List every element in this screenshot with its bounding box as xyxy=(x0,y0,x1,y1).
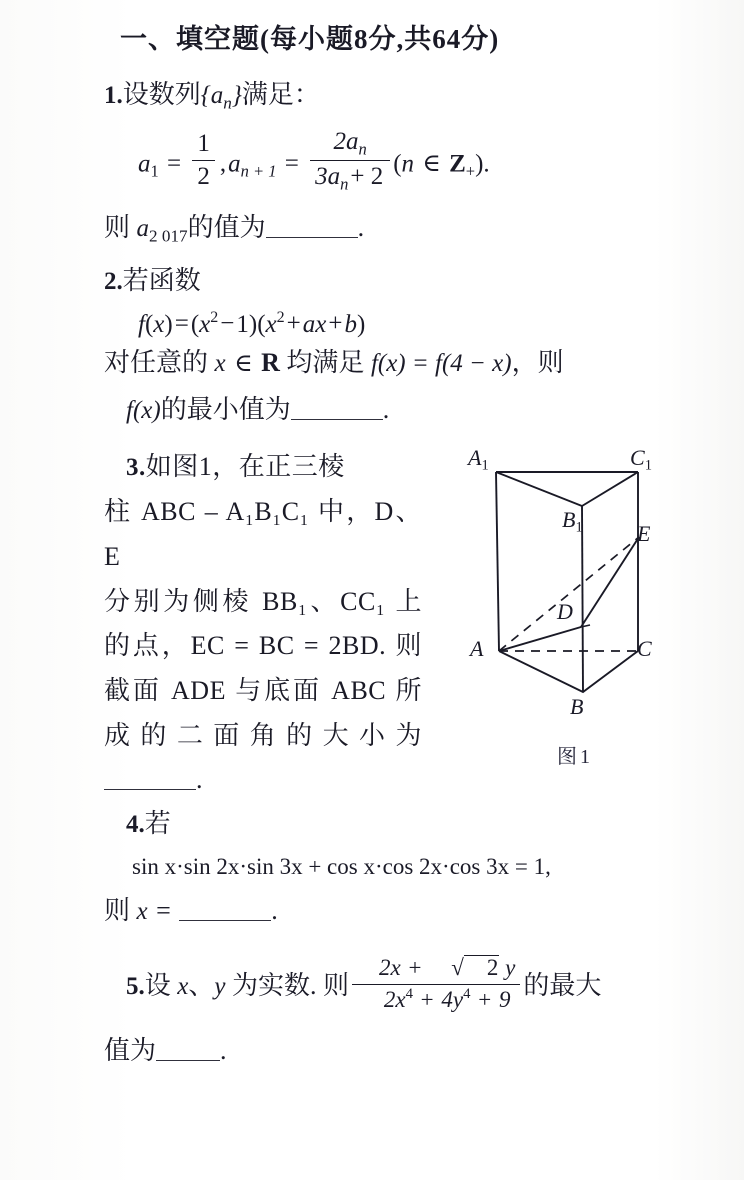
coefficient-a: a xyxy=(302,310,316,338)
problem-4-ask-var: x xyxy=(136,897,148,925)
problem-3-text xyxy=(104,445,422,803)
element-of-icon-2: ∈ xyxy=(234,350,253,378)
element-of-icon: ∈ xyxy=(422,150,441,178)
answer-variable-index: 2 017 xyxy=(149,226,188,246)
recurrence-den-tail: + 2 xyxy=(350,163,384,191)
edge-C1B1 xyxy=(582,472,638,506)
fraction-denominator: 2 xyxy=(197,163,210,191)
problem-5-stem-tail: 的最大 xyxy=(523,971,602,1001)
function-f: f xyxy=(138,310,145,338)
objective-fraction xyxy=(352,954,520,1013)
answer-blank-1[interactable] xyxy=(266,209,358,237)
paren-open-3: ( xyxy=(257,310,266,338)
segment-AD xyxy=(499,627,581,651)
problem-3-line-4: 的点，EC = BC = 2BD. 则 xyxy=(104,631,422,661)
problem-1-stem-tail: 满足： xyxy=(241,79,320,109)
fx-argument: x xyxy=(153,310,165,338)
problem-5-period: . xyxy=(220,1035,227,1065)
problem-2-condition xyxy=(104,342,700,385)
coefficient-b: b xyxy=(344,310,357,338)
problem-3-period: . xyxy=(196,765,203,795)
paren-open-1: ( xyxy=(144,310,154,338)
problem-5-var-x: x xyxy=(177,973,189,1001)
recurrence-num-coef: 2a xyxy=(333,128,359,155)
x-squared-base-1: x xyxy=(199,310,211,338)
problem-1-ask-prefix: 则 xyxy=(104,212,131,242)
condition-paren-close: ) xyxy=(475,150,484,178)
paren-close-2: ) xyxy=(248,310,258,338)
problem-3-number: 3. xyxy=(126,454,146,482)
recurrence-fraction xyxy=(310,127,390,195)
problem-4-stem: 若 xyxy=(144,809,171,839)
answer-blank-2[interactable] xyxy=(291,392,383,420)
formula-period: . xyxy=(483,150,490,178)
condition-variable: n xyxy=(401,150,415,178)
objective-numerator: 2x + √ 2 y xyxy=(352,954,520,984)
recurrence-den-coef: 3a xyxy=(315,163,341,191)
sequence-brace-open: { xyxy=(200,81,211,109)
edge-A1B1 xyxy=(496,472,582,506)
problem-2-period: . xyxy=(382,394,390,424)
problem-2-formula xyxy=(138,309,700,339)
vertex-label-D: D xyxy=(557,599,573,625)
sequence-term: a xyxy=(210,81,224,109)
segment-DE xyxy=(581,537,639,627)
plus-sign-1: + xyxy=(286,310,301,338)
problem-5-question xyxy=(104,1030,700,1072)
condition-paren-open: ( xyxy=(393,150,402,178)
segment-AE-hidden xyxy=(499,537,639,651)
answer-blank-5[interactable] xyxy=(156,1032,220,1060)
problem-2-question xyxy=(126,389,700,432)
plus-sign-2: + xyxy=(328,310,343,338)
integer-set-symbol: Z xyxy=(449,150,466,178)
x-squared-exp-2: 2 xyxy=(276,308,285,326)
problem-5 xyxy=(104,954,700,1013)
problem-1-formula xyxy=(138,127,700,195)
figure-caption: 图1 xyxy=(557,746,593,769)
problem-1-stem: 设数列 xyxy=(122,79,201,109)
problem-4-equals: = xyxy=(156,895,171,925)
real-set-symbol: R xyxy=(261,348,280,378)
equals-sign-2: = xyxy=(284,150,299,178)
problem-2-line3-tail: 的最小值为 xyxy=(160,394,291,424)
paren-close-3: ) xyxy=(356,310,366,338)
trig-equation: sin x·sin 2x·sin 3x + cos x·cos 2x·cos 3x = 1, xyxy=(132,853,551,879)
problem-1-question xyxy=(104,207,700,250)
problem-2 xyxy=(104,260,700,303)
problem-3-answer-line xyxy=(104,758,422,803)
problem-2-line2-mid: 均满足 xyxy=(286,348,365,378)
page-content xyxy=(104,18,700,1076)
problem-5-stem-pre: 设 xyxy=(144,971,171,1001)
objective-denominator: $2x^4 + 4y^4 + 9$ xyxy=(383,985,511,1012)
answer-blank-3[interactable] xyxy=(104,762,196,790)
problem-5-var-y: y xyxy=(214,973,226,1001)
vertex-label-B: B xyxy=(570,694,584,720)
recurrence-denominator xyxy=(310,161,390,194)
x-squared-base-2: x xyxy=(265,310,277,338)
integer-set-sub: + xyxy=(465,161,476,181)
problem-3-line-1-text: 如图1，在正三棱 xyxy=(145,452,345,482)
problem-2-line2-tail: ，则 xyxy=(511,348,564,378)
problem-1-period: . xyxy=(357,212,365,242)
problem-4 xyxy=(104,803,700,846)
minus-sign: − xyxy=(220,310,235,338)
line2-variable: x xyxy=(214,350,226,378)
equals-sign-1: = xyxy=(167,150,182,178)
problem-1-ask-tail: 的值为 xyxy=(187,212,266,242)
edge-BB1 xyxy=(582,506,583,692)
problem-3-line-1 xyxy=(104,445,422,490)
triangular-prism-diagram xyxy=(450,439,700,729)
answer-blank-4[interactable] xyxy=(179,893,271,921)
recurrence-num-sub: n xyxy=(358,139,367,159)
vertex-label-B1: $B_1$ xyxy=(562,507,583,537)
comma-separator: , xyxy=(219,150,227,178)
a1-index: 1 xyxy=(150,161,159,181)
problem-3-line-3: 分别为侧棱 BB₁、CC₁ 上 xyxy=(104,586,422,616)
fraction-numerator: 1 xyxy=(192,129,215,162)
problem-3-line-2: 柱 ABC – A₁B₁C₁ 中，D、E xyxy=(104,497,422,571)
problem-4-question xyxy=(104,890,700,933)
recurrence-den-sub: n xyxy=(340,174,349,194)
problem-1-number: 1. xyxy=(104,81,123,109)
problem-5-sep: 、 xyxy=(188,971,215,1001)
vertex-label-A1: $A_1$ xyxy=(468,445,489,475)
problem-4-period: . xyxy=(271,895,278,925)
vertex-label-C1: $C_1$ xyxy=(630,445,652,475)
variable-x: x xyxy=(315,310,327,338)
recurrence-numerator xyxy=(310,127,390,161)
problem-2-number: 2. xyxy=(104,268,123,296)
vertex-label-A: A xyxy=(470,636,484,662)
fx-label: f(x) xyxy=(126,396,161,424)
equals-sign: = xyxy=(174,310,189,338)
problem-3-line-6: 成的二面角的大小为 xyxy=(104,720,422,750)
x-squared-exp-1: 2 xyxy=(210,308,219,326)
problem-3-line-5: 截面 ADE 与底面 ABC 所 xyxy=(104,676,422,706)
sequence-brace-close: } xyxy=(231,81,242,109)
vertex-label-C: C xyxy=(637,636,652,662)
problem-5-number: 5. xyxy=(126,973,145,1001)
edge-AB-BC xyxy=(499,651,638,692)
vertex-label-E: E xyxy=(637,521,651,547)
constant-one: 1 xyxy=(236,310,249,338)
functional-equation: f(x) = f(4 − x) xyxy=(370,350,512,378)
problem-5-stem-mid: 为实数. 则 xyxy=(232,971,350,1001)
edge-AA1 xyxy=(496,472,499,651)
answer-variable: a xyxy=(136,214,150,242)
problem-2-line2-pre: 对任意的 xyxy=(104,348,209,378)
problem-2-stem: 若函数 xyxy=(122,266,201,296)
sqrt-icon: √ xyxy=(451,955,464,981)
problem-4-number: 4. xyxy=(126,811,145,839)
a1-symbol: a xyxy=(138,150,151,178)
fraction-one-half xyxy=(192,129,215,193)
problem-5-ask-prefix: 值为 xyxy=(104,1035,157,1065)
problem-1 xyxy=(104,74,700,117)
problem-4-ask-prefix: 则 xyxy=(104,895,131,925)
paren-open-2: ( xyxy=(190,310,200,338)
section-heading: 一、填空题(每小题8分,共64分) xyxy=(120,24,500,54)
an1-index: n + 1 xyxy=(240,161,277,181)
problem-3 xyxy=(104,445,700,797)
figure-1 xyxy=(444,439,706,769)
sequence-term-index: n xyxy=(223,93,232,113)
an1-symbol: a xyxy=(228,150,241,178)
problem-4-formula xyxy=(132,854,700,880)
paren-close-1: ) xyxy=(164,310,173,338)
